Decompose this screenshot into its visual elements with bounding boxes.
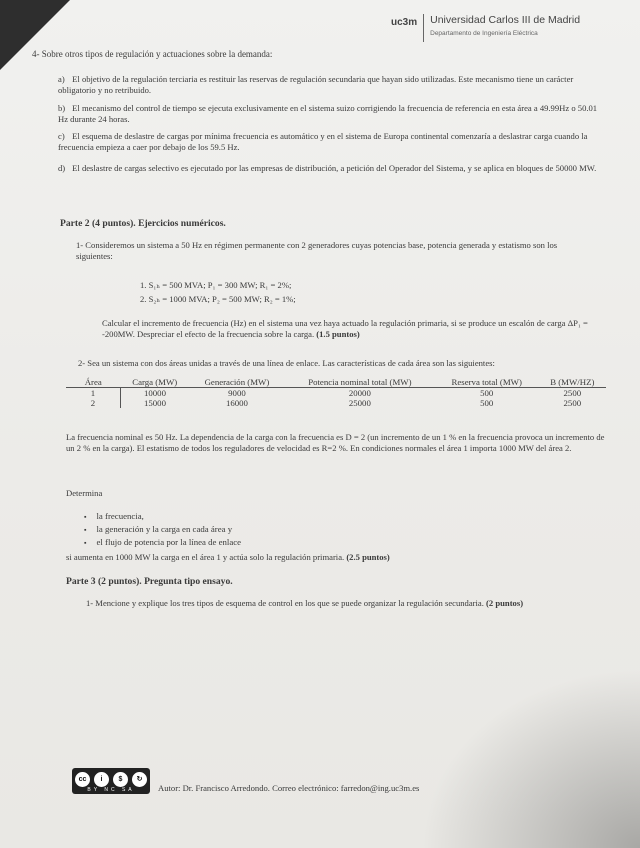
part-3-title: Parte 3 (2 puntos). Pregunta tipo ensayo. xyxy=(66,576,233,587)
cc-license-badge xyxy=(72,768,150,794)
page-shadow xyxy=(420,668,640,848)
part-2-title: Parte 2 (4 puntos). Ejercicios numéricos. xyxy=(60,218,226,229)
cc-icon: cc xyxy=(74,771,91,788)
exercise-2-paragraph: La frecuencia nominal es 50 Hz. La dependencia de la carga con la frecuencia es D = 2 (un incremento de un 1 % en la frecuencia provoca un incremento de un 2 % en la carga). El estatismo de todos los reguladores de velocidad es R=2 %. En condiciones normales el área 1 importa 1000 MW del área 2. xyxy=(66,432,605,453)
author-line: Autor: Dr. Francisco Arredondo. Correo electrónico: farredon@ing.uc3m.es xyxy=(158,783,420,793)
determine-list xyxy=(84,510,241,549)
list-item: ▪ la frecuencia, xyxy=(84,510,241,523)
exercise-2-closing: si aumenta en 1000 MW la carga en el área 1 y actúa solo la regulación primaria. (2.5 puntos) xyxy=(66,552,390,562)
col-reserve: Reserva total (MW) xyxy=(435,377,539,388)
areas-table xyxy=(66,377,606,408)
header-divider xyxy=(423,14,424,42)
generator-1-specs: 1. S₁ₕ = 500 MVA; P₁ = 300 MW; R₁ = 2%; xyxy=(140,280,292,290)
generator-2-specs: 2. S₂ₕ = 1000 MVA; P₂ = 500 MW; R₂ = 1%; xyxy=(140,294,296,304)
question-4-item-d: d) El deslastre de cargas selectivo es ejecutado por las empresas de distribución, a petición del Operador del Sistema, y se aplica en bloques de 50000 MW. xyxy=(58,163,597,173)
department-name: Departamento de Ingeniería Eléctrica xyxy=(430,30,538,37)
exercise-1-intro: 1- Consideremos un sistema a 50 Hz en régimen permanente con 2 generadores cuyas potencias base, potencia generada y estatismo son los siguientes: xyxy=(76,240,558,261)
sa-icon: ↻ xyxy=(131,771,148,788)
part-3-question: 1- Mencione y explique los tres tipos de esquema de control en los que se puede organizar la regulación secundaria. (2 puntos) xyxy=(86,598,524,608)
table-row: 1 10000 9000 20000 500 2500 xyxy=(66,388,606,399)
by-icon: i xyxy=(93,771,110,788)
question-4-title: 4- Sobre otros tipos de regulación y actuaciones sobre la demanda: xyxy=(32,49,273,59)
nc-icon: $ xyxy=(112,771,129,788)
question-4-item-a: a) El objetivo de la regulación terciaria es restituir las reservas de regulación secundaria que hayan sido utilizadas. Este mecanismo tiene un carácter obligatorio y no retribuido. xyxy=(58,74,574,95)
col-nominal-power: Potencia nominal total (MW) xyxy=(285,377,435,388)
exercise-1-question: Calcular el incremento de frecuencia (Hz) en el sistema una vez haya actuado la regulación primaria, si se produce un escalón de carga ΔP₁ = -200MW. Despreciar el efecto de la frecuencia sobre la carga. (1.5 puntos) xyxy=(102,318,588,339)
page-header xyxy=(391,14,580,42)
question-4-item-b: b) El mecanismo del control de tiempo se ejecuta exclusivamente en el sistema suizo corrigiendo la frecuencia de referencia en esta área a 49.99Hz o 50.01 Hz durante 24 horas. xyxy=(58,103,598,124)
question-4-item-c: c) El esquema de deslastre de cargas por mínima frecuencia es automático y en el sistema de Europa continental comenzaría a deslastrar carga cuando la frecuencia empieza a caer por debajo de los 59.5 Hz. xyxy=(58,131,588,152)
uc3m-logo: uc3m xyxy=(391,17,418,28)
col-area: Área xyxy=(66,377,121,388)
col-generation: Generación (MW) xyxy=(189,377,285,388)
table-row: 2 15000 16000 25000 500 2500 xyxy=(66,398,606,408)
table-header-row xyxy=(66,377,606,388)
list-item: ▪ la generación y la carga en cada área y xyxy=(84,523,241,536)
list-item: ▪ el flujo de potencia por la línea de enlace xyxy=(84,536,241,549)
determine-label: Determina xyxy=(66,488,103,498)
license-tags: BY NC SA xyxy=(87,787,135,793)
page-footer xyxy=(72,768,419,794)
university-name: Universidad Carlos III de Madrid xyxy=(430,14,581,26)
col-b: B (MW/HZ) xyxy=(539,377,606,388)
exercise-2-intro: 2- Sea un sistema con dos áreas unidas a través de una línea de enlace. Las características de cada área son las siguientes: xyxy=(78,358,495,368)
col-load: Carga (MW) xyxy=(121,377,189,388)
